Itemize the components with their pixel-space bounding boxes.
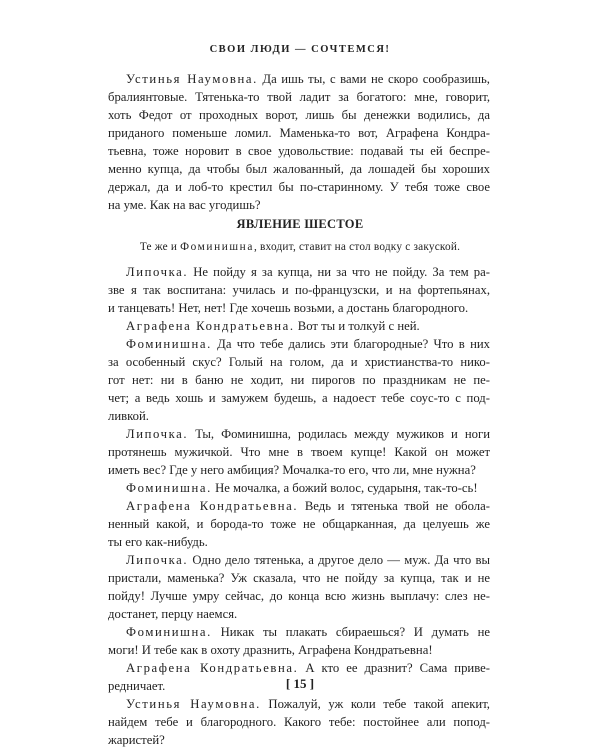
line-text: гот нет: ни в баню не ходит, ни пирогов по праздникам не пе- — [108, 373, 490, 387]
page-number: [ 15 ] — [285, 676, 315, 691]
line-text: и танцевать! Нет, нет! Где хочешь возьми, а достань благородного. — [108, 301, 469, 315]
intro-paragraph — [108, 70, 490, 214]
line-text: за особенный скус? Голый на голом, да и христианства-то нико- — [108, 355, 490, 369]
paragraph — [108, 70, 490, 214]
stage-direction-pre: Те же и — [139, 241, 181, 253]
line-text: Ты, Фоминишна, родилась между мужиков и ноги — [188, 427, 490, 441]
text-line — [108, 551, 490, 569]
text-line — [108, 659, 490, 677]
stage-direction-name: Фоминишна — [180, 241, 254, 253]
text-line — [108, 641, 490, 659]
line-text: редничает. — [108, 679, 166, 693]
scene-title: ЯВЛЕНИЕ ШЕСТОЕ — [236, 217, 364, 231]
text-line — [108, 443, 490, 461]
text-line — [108, 389, 490, 407]
text-line — [108, 425, 490, 443]
speaker-name: Устинья Наумовна. — [126, 72, 258, 86]
text-line — [108, 124, 490, 142]
speaker-name: Фоминишна. — [126, 625, 212, 639]
text-line — [108, 160, 490, 178]
line-text: А кто ее дразнит? Сама приве- — [298, 661, 490, 675]
paragraph — [108, 425, 490, 479]
line-text: Никак ты плакать сбираешься? И думать не — [211, 625, 490, 639]
line-text: Пожалуй, уж коли тебе такой апекит, — [260, 697, 490, 711]
speaker-name: Устинья Наумовна. — [126, 697, 261, 711]
speaker-name: Аграфена Кондратьевна. — [126, 661, 299, 675]
line-text: ненный какой, и борода-то тоже не общарканная, да целуешь же — [108, 517, 490, 531]
text-line — [108, 623, 490, 641]
line-text: приданого поменьше ломил. Маменька-то вот, Аграфена Кондра- — [108, 126, 490, 140]
line-text: Не мочалка, а божий волос, сударыня, так-то-сь! — [211, 481, 478, 495]
text-line — [108, 106, 490, 124]
line-text: Не пойду я за купца, ни за что не пойду. За тем ра- — [188, 265, 490, 279]
text-line — [108, 713, 490, 731]
line-text: на уме. Как на вас угодишь? — [108, 198, 261, 212]
text-line — [108, 569, 490, 587]
speaker-name: Липочка. — [126, 265, 189, 279]
line-text: протянешь мужичкой. Что мне в твоем купце! Какой он может — [108, 445, 490, 459]
line-text: ливкой. — [108, 409, 149, 423]
line-text: Одно дело тятенька, а другое дело — муж. Да что вы — [188, 553, 490, 567]
paragraph — [108, 479, 490, 497]
line-text: иметь вес? Где у него амбиция? Мочалка-то его, что ли, мне нужна? — [108, 463, 476, 477]
line-text: менно купца, да чтобы был жалованный, да лошадей бы хороших — [108, 162, 490, 176]
line-text: жаристей? — [108, 733, 165, 747]
line-text: тьевна, тоже норовит в свое удовольствие: подавай ты ей беспре- — [108, 144, 490, 158]
text-line — [108, 317, 490, 335]
line-text: Ведь и тятенька твой не обола- — [298, 499, 490, 513]
speaker-name: Аграфена Кондратьевна. — [126, 319, 295, 333]
speaker-name: Фоминишна. — [126, 337, 212, 351]
text-line — [108, 461, 490, 479]
line-text: бралиянтовые. Тятенька-то твой ладит за богатого: мне, говорит, — [108, 90, 490, 104]
text-line — [108, 281, 490, 299]
text-line — [108, 263, 490, 281]
line-text: хоть Федот от проходных ворот, лишь бы денежки водились, да — [108, 108, 490, 122]
text-line — [108, 353, 490, 371]
paragraph — [108, 623, 490, 659]
text-line — [108, 587, 490, 605]
line-text: найдем тебе и благородного. Какого тебе: постойнее али попод- — [108, 715, 490, 729]
paragraph — [108, 335, 490, 425]
line-text: Вот ты и толкуй с ней. — [294, 319, 420, 333]
paragraph — [108, 551, 490, 623]
speaker-name: Липочка. — [126, 427, 189, 441]
speaker-name: Липочка. — [126, 553, 189, 567]
text-line — [108, 196, 490, 214]
line-text: ты его как-нибудь. — [108, 535, 208, 549]
text-line — [108, 299, 490, 317]
line-text: держал, да и лоб-то крестил бы по-старинному. У тебя тоже свое — [108, 180, 490, 194]
line-text: чет; а ведь хошь и замужем будешь, а надоест тебе соус-то с под- — [108, 391, 490, 405]
text-line — [108, 142, 490, 160]
text-line — [108, 479, 490, 497]
stage-direction — [0, 241, 600, 253]
paragraph — [108, 695, 490, 749]
text-line — [108, 178, 490, 196]
line-text: достанет, перцу наемся. — [108, 607, 238, 621]
text-line — [108, 695, 490, 713]
line-text: Да ишь ты, с вами не скоро сообразишь, — [257, 72, 490, 86]
speaker-name: Аграфена Кондратьевна. — [126, 499, 299, 513]
line-text: Да что тебе дались эти благородные? Что в них — [211, 337, 490, 351]
text-line — [108, 533, 490, 551]
paragraph — [108, 263, 490, 317]
text-line — [108, 515, 490, 533]
text-line — [108, 605, 490, 623]
text-line — [108, 371, 490, 389]
text-line — [108, 731, 490, 749]
speaker-name: Фоминишна. — [126, 481, 212, 495]
text-line — [108, 88, 490, 106]
line-text: пристали, маменька? Уж сказала, что не пойду за купца, так и не — [108, 571, 490, 585]
line-text: зве я так воспитана: училась и по-французски, и на фортепьянах, — [108, 283, 490, 297]
line-text: моги! И тебе как в охоту дразнить, Аграфена Кондратьевна! — [108, 643, 433, 657]
line-text: пойду! Лучше умру сейчас, до конца всю жизнь выплачу: слез не- — [108, 589, 490, 603]
text-line — [108, 70, 490, 88]
paragraph — [108, 497, 490, 551]
paragraph — [108, 317, 490, 335]
text-line — [108, 407, 490, 425]
text-line — [108, 335, 490, 353]
stage-direction-post: , входит, ставит на стол водку с закуской. — [253, 241, 461, 253]
text-line — [108, 497, 490, 515]
running-head: СВОИ ЛЮДИ — СОЧТЕМСЯ! — [209, 44, 391, 55]
